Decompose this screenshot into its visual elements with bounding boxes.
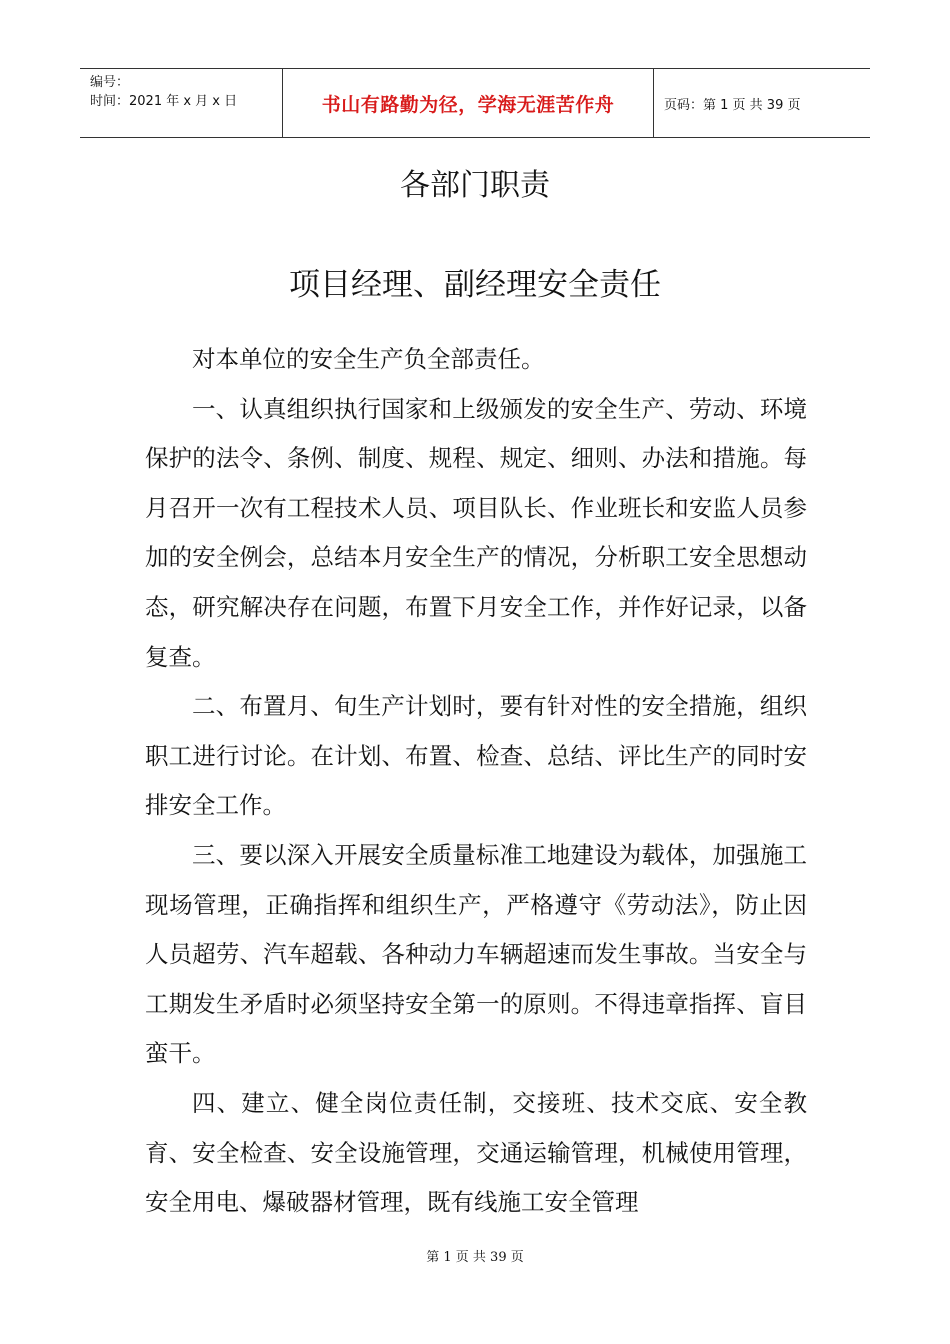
header-page-info (654, 69, 870, 137)
paragraph: 三、要以深入开展安全质量标准工地建设为载体，加强施工现场管理，正确指挥和组织生产，严格遵守《劳动法》，防止因人员超劳、汽车超载、各种动力车辆超速而发生事故。当安全与工期发生矛盾时必须坚持安全第一的原则。不得违章指挥、盲目蛮干。 (145, 840, 807, 1068)
page-info-text: 页码：第 1 页 共 39 页 (664, 97, 801, 113)
paragraph: 对本单位的安全生产负全部责任。 (192, 345, 545, 373)
document-title: 各部门职责 (400, 168, 550, 203)
time-label: 时间：2021 年 x 月 x 日 (90, 94, 238, 109)
page-footer: 第 1 页 共 39 页 (426, 1250, 524, 1265)
header-table (80, 68, 870, 138)
motto-text: 书山有路勤为径，学海无涯苦作舟 (321, 93, 615, 116)
paragraph: 二、布置月、旬生产计划时，要有针对性的安全措施，组织职工进行讨论。在计划、布置、检查、总结、评比生产的同时安排安全工作。 (145, 692, 807, 820)
number-label: 编号： (90, 75, 130, 90)
document-body (145, 335, 807, 1228)
paragraph: 四、建立、健全岗位责任制，交接班、技术交底、安全教育、安全检查、安全设施管理，交通运输管理，机械使用管理，安全用电、爆破器材管理，既有线施工安全管理 (145, 1088, 807, 1217)
header-motto-cell (282, 69, 654, 137)
header-meta (80, 69, 282, 137)
paragraph: 一、认真组织执行国家和上级颁发的安全生产、劳动、环境保护的法令、条例、制度、规程、规定、细则、办法和措施。每月召开一次有工程技术人员、项目队长、作业班长和安监人员参加的安全例会，总结本月安全生产的情况，分析职工安全思想动态，研究解决存在问题，布置下月安全工作，并作好记录，以备复查。 (145, 394, 807, 671)
section-title: 项目经理、副经理安全责任 (289, 267, 661, 303)
